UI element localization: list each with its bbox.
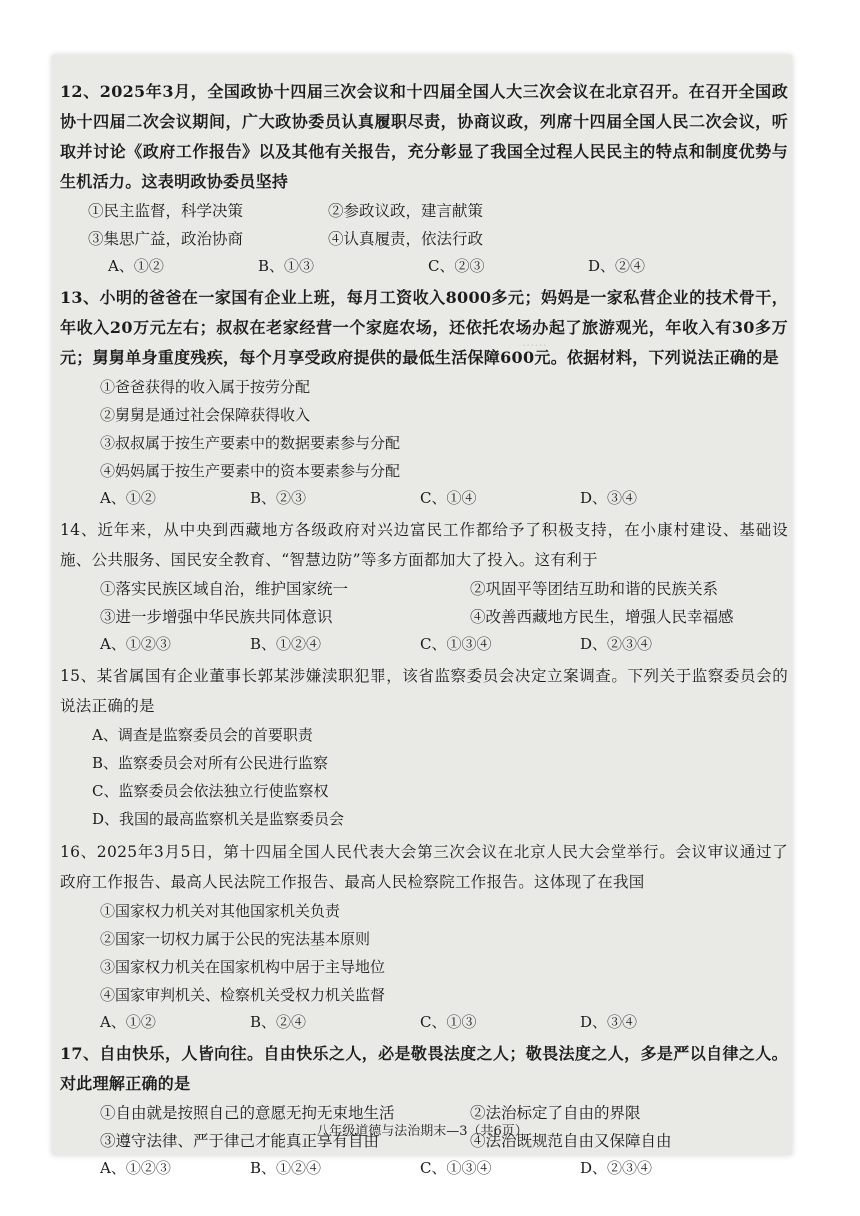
- answer-options: [100, 1009, 788, 1035]
- option: D、我国的最高监察机关是监察委员会: [92, 810, 345, 828]
- option: A、①②: [108, 257, 164, 275]
- statement: ②法治标定了自由的界限: [470, 1104, 641, 1122]
- statement-list: [100, 373, 788, 485]
- option: D、③④: [580, 489, 638, 507]
- option: C、①④: [420, 489, 477, 507]
- option: A、调查是监察委员会的首要职责: [92, 726, 313, 744]
- question-16: [60, 837, 788, 1035]
- statement: ②舅舅是通过社会保障获得收入: [100, 406, 311, 424]
- question-17: [60, 1039, 788, 1181]
- option: D、②④: [588, 257, 646, 275]
- questions-area: [60, 77, 788, 1185]
- option: C、监察委员会依法独立行使监察权: [92, 782, 329, 800]
- question-stem: 14、近年来，从中央到西藏地方各级政府对兴边富民工作都给予了积极支持，在小康村建设、基础设施、公共服务、国民安全教育、“智慧边防”等多方面都加大了投入。这有利于: [60, 521, 788, 569]
- option: D、②③④: [580, 635, 653, 653]
- option: C、①③: [420, 1013, 477, 1031]
- option: C、①③④: [420, 635, 492, 653]
- answer-options: [92, 721, 788, 833]
- option: A、①②: [100, 489, 156, 507]
- statement-list: [100, 897, 788, 1009]
- option: D、③④: [580, 1013, 638, 1031]
- bleed-through-text: ......: [522, 335, 547, 350]
- statement: ①自由就是按照自己的意愿无拘无束地生活: [100, 1104, 395, 1122]
- option: A、①②③: [100, 1159, 171, 1177]
- option: C、②③: [428, 257, 485, 275]
- question-stem: 15、某省属国有企业董事长郭某涉嫌渎职犯罪，该省监察委员会决定立案调查。下列关于监察委员会的说法正确的是: [60, 667, 788, 715]
- statement: ①落实民族区域自治，维护国家统一: [100, 580, 349, 598]
- option: D、②③④: [580, 1159, 653, 1177]
- statement: ④认真履责，依法行政: [328, 230, 484, 248]
- option: B、①②④: [250, 635, 322, 653]
- question-stem: 13、小明的爸爸在一家国有企业上班，每月工资收入8000多元；妈妈是一家私营企业的技术骨干，年收入20万元左右；叔叔在老家经营一个家庭农场，还依托农场办起了旅游观光，年收入有30多万元；舅舅单身重度残疾，每个月享受政府提供的最低生活保障600元。依据材料，下列说法正确的是: [60, 288, 788, 367]
- question-13: [60, 283, 788, 511]
- exam-paper-sheet: [52, 55, 792, 1177]
- page-footer: 八年级道德与法治期末—3（共6页）: [316, 1124, 528, 1139]
- option: B、②④: [250, 1013, 307, 1031]
- statement: ③集思广益，政治协商: [88, 230, 244, 248]
- answer-options: [100, 485, 788, 511]
- statement: ①民主监督，科学决策: [88, 202, 244, 220]
- answer-options: [100, 1155, 788, 1181]
- question-12: [60, 77, 788, 279]
- statement: ②参政议政，建言献策: [328, 202, 484, 220]
- option: B、①②④: [250, 1159, 322, 1177]
- question-14: [60, 515, 788, 657]
- question-stem: 16、2025年3月5日，第十四届全国人民代表大会第三次会议在北京人民大会堂举行。会议审议通过了政府工作报告、最高人民法院工作报告、最高人民检察院工作报告。这体现了在我国: [60, 843, 788, 891]
- statement: ①国家权力机关对其他国家机关负责: [100, 902, 341, 920]
- statement: ④法治既规范自由又保障自由: [470, 1132, 672, 1150]
- statement: ②巩固平等团结互助和谐的民族关系: [470, 580, 719, 598]
- statement: ③国家权力机关在国家机构中居于主导地位: [100, 958, 386, 976]
- statement: ②国家一切权力属于公民的宪法基本原则: [100, 930, 371, 948]
- question-stem: 17、自由快乐，人皆向往。自由快乐之人，必是敬畏法度之人；敬畏法度之人，多是严以自律之人。对此理解正确的是: [60, 1044, 788, 1093]
- question-stem: 12、2025年3月，全国政协十四届三次会议和十四届全国人大三次会议在北京召开。在召开全国政协十四届二次会议期间，广大政协委员认真履职尽责，协商议政，列席十四届全国人民二次会议，听取并讨论《政府工作报告》以及其他有关报告，充分彰显了我国全过程人民民主的特点和制度优势与生机活力。这表明政协委员坚持: [60, 82, 788, 191]
- statement: ③叔叔属于按生产要素中的数据要素参与分配: [100, 434, 401, 452]
- option: B、①③: [258, 257, 315, 275]
- statement-list: [88, 197, 788, 253]
- statement: ④改善西藏地方民生，增强人民幸福感: [470, 608, 734, 626]
- statement: ③进一步增强中华民族共同体意识: [100, 608, 333, 626]
- statement: ①爸爸获得的收入属于按劳分配: [100, 378, 311, 396]
- answer-options: [100, 631, 788, 657]
- option: C、①③④: [420, 1159, 492, 1177]
- statement: ④国家审判机关、检察机关受权力机关监督: [100, 986, 386, 1004]
- option: A、①②: [100, 1013, 156, 1031]
- statement: ③遵守法律、严于律己才能真正享有自由: [100, 1132, 380, 1150]
- statement-list: [100, 575, 788, 631]
- option: B、监察委员会对所有公民进行监察: [92, 754, 329, 772]
- option: B、②③: [250, 489, 307, 507]
- statement: ④妈妈属于按生产要素中的资本要素参与分配: [100, 462, 401, 480]
- option: A、①②③: [100, 635, 171, 653]
- question-15: [60, 661, 788, 833]
- answer-options: [108, 253, 788, 279]
